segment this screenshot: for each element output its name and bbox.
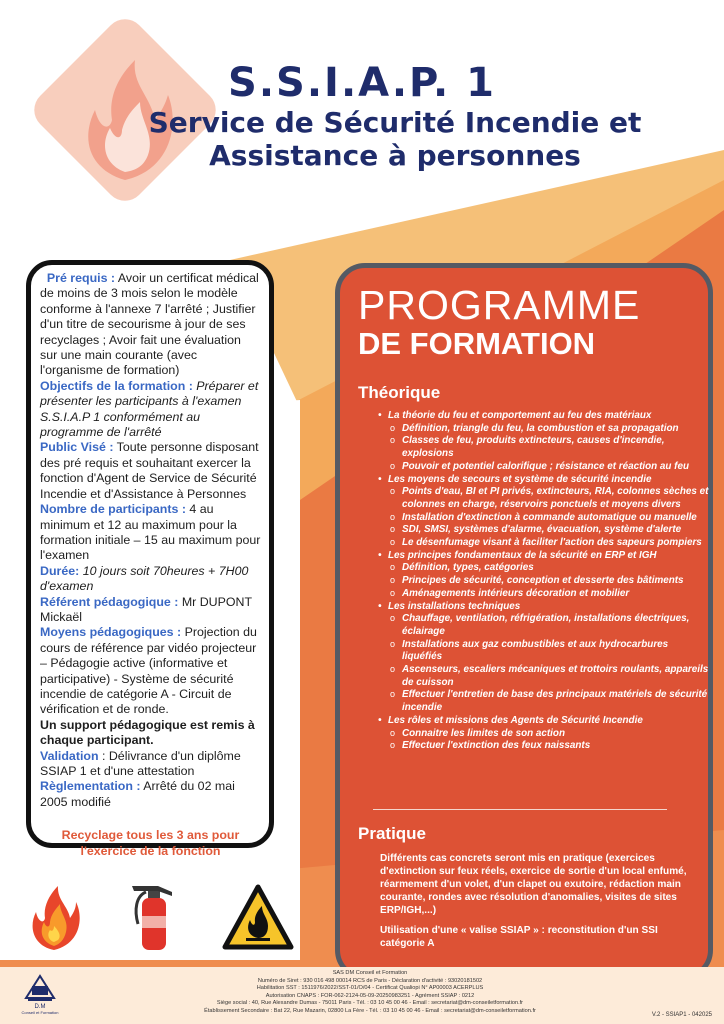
de-formation-heading: DE FORMATION (358, 326, 596, 361)
subtopic-item: o Ascenseurs, escaliers mécaniques et trottoirs roulants, appareils de cuisson (352, 664, 710, 689)
logo-text-1: D.M (34, 1004, 46, 1010)
theorique-heading: Théorique (358, 383, 441, 402)
duree-label: Durée: (40, 563, 80, 578)
objectifs-label: Objectifs de la formation : (40, 378, 193, 393)
logo-block (14, 972, 66, 1015)
prerequis-block (40, 271, 261, 379)
validation-block (40, 749, 261, 780)
footer-line-4: Siège social : 40, Rue Alexandre Dumas - 75011 Paris - Tél. : 03 10 45 00 46 - Email : secretariat@dm-conseiletformation.fr (216, 1000, 524, 1007)
support-text: Un support pédagogique est remis à chaque participant. (40, 717, 255, 748)
topic-item: • Les principes fondamentaux de la sécurité en ERP et IGH (352, 550, 710, 563)
page-title: S.S.I.A.P. 1 (228, 60, 496, 106)
footer (0, 967, 724, 1024)
version-label: V.2 - SSIAP1 - 042025 (651, 1012, 712, 1018)
topic-item: • Les moyens de secours et système de sécurité incendie (352, 474, 710, 487)
objectifs-block (40, 379, 261, 441)
recyclage-note: Recyclage tous les 3 ans pour l'exercice de la fonction (61, 828, 240, 858)
programme-heading: PROGRAMME (358, 282, 641, 328)
referent-label: Référent pédagogique : (40, 594, 179, 609)
page-subtitle (95, 106, 695, 172)
public-label: Public Visé : (40, 440, 114, 455)
subtopic-item: o Définition, types, catégories (352, 562, 710, 575)
nombre-block (40, 502, 261, 564)
theorique-list (352, 410, 710, 753)
subtopic-item: o Le désenfumage visant à faciliter l'action des sapeurs pompiers (352, 537, 710, 550)
subtopic-item: o Principes de sécurité, conception et desserte des bâtiments (352, 575, 710, 588)
reglementation-label: Règlementation : (40, 779, 141, 794)
public-block (40, 440, 261, 502)
footer-line-3: Autorisation CNAPS : FOR-062-2124-05-09-20250983251 - Agrément SSIAP : 0212 (265, 992, 475, 999)
footer-company: SAS DM Conseil et Formation (332, 970, 408, 976)
validation-text: : Délivrance d'un diplôme SSIAP 1 et d'une attestation (40, 748, 241, 778)
topic-item: • Les rôles et missions des Agents de Sécurité Incendie (352, 715, 710, 728)
topic-item: • La théorie du feu et comportement au feu des matériaux (352, 410, 710, 423)
topic-item: • Les installations techniques (352, 601, 710, 614)
subtopic-item: o Aménagements intérieurs décoration et mobilier (352, 588, 710, 601)
reglementation-block (40, 779, 261, 810)
subtopic-item: o Connaitre les limites de son action (352, 728, 710, 741)
referent-text: Mr DUPONT Mickaël (40, 594, 252, 624)
footer-line-1: Numéro de Siret : 930 016 498 00014 RCS de Paris - Déclaration d'activité : 93020181502 (257, 977, 483, 984)
programme-panel (335, 263, 713, 980)
footer-text (180, 970, 560, 1016)
subtopic-item: o Points d'eau, BI et PI privés, extincteurs, RIA, colonnes sèches et colonnes en charge, réservoirs ponctuels et moyens divers (352, 486, 710, 511)
moyens-text: Projection du cours de référence par vidéo projecteur – Pédagogie active (informative et participative) - Système de sécurité incendie de catégorie A - Circuit de vérification et de ronde. (40, 625, 257, 717)
prerequis-text: Avoir un certificat médical de moins de 3 mois selon le modèle conforme à l'annexe 7 l'arrêté ; Justifier d'un titre de secourisme à jour de ses recyclages ; Avoir fait une évaluation sur une main courante (avec l'organisme de formation) (40, 271, 259, 378)
flame-icon (28, 884, 80, 952)
subtopic-item: o Pouvoir et potentiel calorifique ; résistance et réaction au feu (352, 461, 710, 474)
validation-label: Validation (40, 748, 99, 763)
duree-text: 10 jours soit 70heures + 7H00 d'examen (40, 563, 249, 594)
footer-line-5: Établissement Secondaire : Bat 22, Rue Mazarin, 02800 La Fère - Tél. : 03 10 45 00 46 - Email : secretariat@dm-conseiletformation.fr (204, 1007, 536, 1014)
fire-extinguisher-icon (128, 880, 180, 952)
subtitle-line-2: Assistance à personnes (209, 139, 581, 172)
subtopic-item: o Installations aux gaz combustibles et aux hydrocarbures liquéfiés (352, 639, 710, 664)
logo-icon (22, 972, 58, 1002)
objectifs-text: Préparer et présenter les participants à l'examen S.S.I.A.P 1 conformément au programme de l'arrêté (40, 378, 259, 440)
subtopic-item: o Chauffage, ventilation, réfrigération, installations électriques, éclairage (352, 613, 710, 638)
info-panel (26, 260, 274, 858)
pratique-text: Différents cas concrets seront mis en pratique (exercices d'extinction sur feux réels, exercice de sortie d'un local enfumé, réarmement d'un volet, d'un clapet ou exutoire, rédaction main courante, rondes avec résolution d'anomalies, visites de sites ERP/IGH,...) (380, 853, 687, 916)
nombre-text: 4 au minimum et 12 au maximum pour la formation initiale – 15 au maximum pour l'examen (40, 502, 261, 563)
reglementation-text: Arrêté du 02 mai 2005 modifié (40, 779, 235, 809)
moyens-label: Moyens pédagogiques : (40, 625, 182, 640)
subtopic-item: o Installation d'extinction à commande automatique ou manuelle (352, 512, 710, 525)
flammable-warning-icon (222, 884, 294, 950)
duree-block (40, 564, 261, 595)
valise-text: Utilisation d'une « valise SSIAP » : reconstitution d'un SSI catégorie A (380, 925, 658, 949)
prerequis-label: Pré requis : (46, 271, 116, 285)
subtopic-item: o Effectuer l'entretien de base des principaux matériels de sécurité incendie (352, 689, 710, 714)
section-divider (373, 809, 667, 810)
subtopic-item: o SDI, SMSI, systèmes d'alarme, évacuation, système d'alerte (352, 524, 710, 537)
referent-block (40, 595, 261, 626)
subtopic-item: o Effectuer l'extinction des feux naissants (352, 740, 710, 753)
subtitle-line-1: Service de Sécurité Incendie et (148, 106, 642, 139)
nombre-label: Nombre de participants : (40, 502, 186, 517)
subtopic-item: o Classes de feu, produits extincteurs, causes d'incendie, explosions (352, 435, 710, 460)
moyens-block (40, 625, 261, 717)
footer-line-2: Habilitation SST : 1511976/2022/SST-01/O/04 - Certificat Qualiopi N° AP00003 ACERPLUS (256, 985, 484, 992)
pratique-heading: Pratique (358, 824, 427, 843)
public-text: Toute personne disposant des pré requis et souhaitant exercer la fonction d'Agent de Service de Sécurité Incendie et d'Assistance à Personnes (40, 440, 259, 501)
logo-text-2: Conseil et Formation (21, 1010, 59, 1015)
subtopic-item: o Définition, triangle du feu, la combustion et sa propagation (352, 423, 710, 436)
